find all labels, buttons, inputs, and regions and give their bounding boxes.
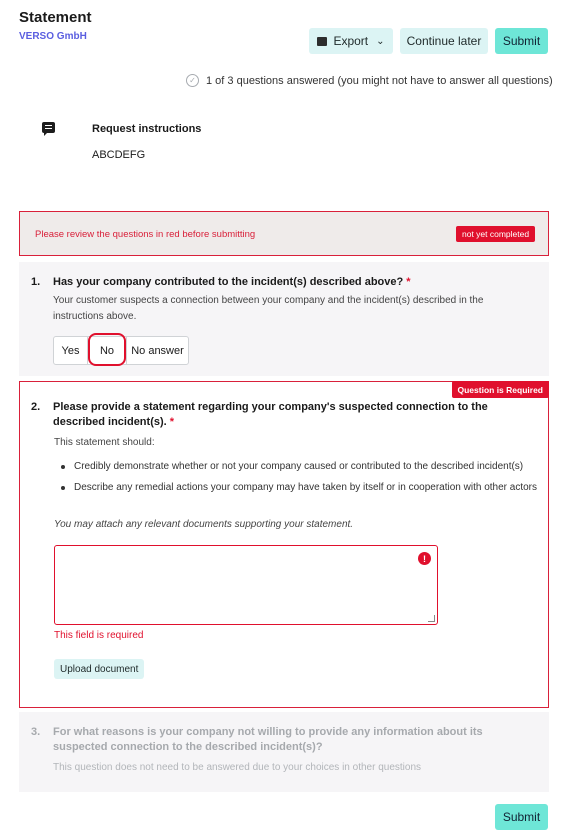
- question-title-text: Has your company contributed to the incident(s) described above?: [53, 276, 404, 288]
- question-number: 1.: [31, 276, 41, 288]
- attach-note: You may attach any relevant documents supporting your statement.: [54, 519, 354, 530]
- question-number: 3.: [31, 726, 41, 738]
- instructions-title: Request instructions: [92, 123, 202, 135]
- question-3: [19, 712, 549, 792]
- page-header: [19, 9, 92, 42]
- field-error-message: This field is required: [54, 630, 144, 641]
- question-number: 2.: [31, 401, 41, 413]
- question-title-text: Please provide a statement regarding your company's suspected connection to the described incident(s).: [53, 401, 488, 428]
- alert-message: Please review the questions in red before submitting: [35, 229, 256, 240]
- upload-document-button[interactable]: Upload document: [54, 659, 144, 679]
- selection-highlight: [88, 333, 126, 366]
- answer-no-label: No: [99, 344, 115, 357]
- submit-button[interactable]: Submit: [495, 28, 548, 54]
- status-badge: not yet completed: [456, 226, 535, 242]
- progress-text: 1 of 3 questions answered (you might not have to answer all questions): [206, 74, 553, 87]
- export-button[interactable]: [309, 28, 393, 54]
- list-item: Credibly demonstrate whether or not your company caused or contributed to the described incident(s): [72, 459, 542, 474]
- chevron-down-icon: ⌄: [376, 35, 385, 47]
- list-item: Describe any remedial actions your company may have taken by itself or in cooperation with other actors: [72, 480, 542, 495]
- export-label: Export: [333, 34, 369, 48]
- question-title: [53, 275, 533, 290]
- company-name: VERSO GmbH: [19, 31, 87, 42]
- submit-button-bottom[interactable]: Submit: [495, 804, 548, 830]
- pdf-icon: [317, 37, 327, 46]
- required-badge: Question is Required: [452, 381, 550, 398]
- statement-requirements-list: [72, 459, 542, 501]
- question-description: This question does not need to be answered due to your choices in other questions: [53, 762, 422, 773]
- validation-alert: [19, 211, 549, 256]
- question-title: For what reasons is your company not willing to provide any information about its suspected connection to the described incident(s)?: [53, 726, 483, 753]
- message-icon: [42, 122, 55, 133]
- instructions-text: ABCDEFG: [92, 149, 146, 161]
- answer-yes-button[interactable]: Yes: [54, 337, 88, 364]
- continue-later-button[interactable]: Continue later: [400, 28, 488, 54]
- answer-no-button[interactable]: [88, 337, 126, 364]
- answer-no-answer-button[interactable]: No answer: [126, 337, 188, 364]
- question-1: [19, 262, 549, 376]
- check-circle-icon: ✓: [186, 74, 199, 87]
- progress-indicator: [186, 74, 553, 87]
- error-icon: !: [418, 552, 431, 565]
- statement-textarea[interactable]: [54, 545, 438, 625]
- answer-segmented-control: [53, 336, 189, 365]
- resize-handle[interactable]: [428, 615, 435, 622]
- page-title: Statement: [19, 9, 92, 26]
- question-title: [53, 400, 533, 430]
- question-description: Your customer suspects a connection between your company and the incident(s) described in the instructions above.: [53, 295, 484, 322]
- required-mark: *: [169, 416, 175, 428]
- question-2: [19, 381, 549, 708]
- statement-intro: This statement should:: [54, 437, 155, 448]
- required-mark: *: [406, 276, 411, 288]
